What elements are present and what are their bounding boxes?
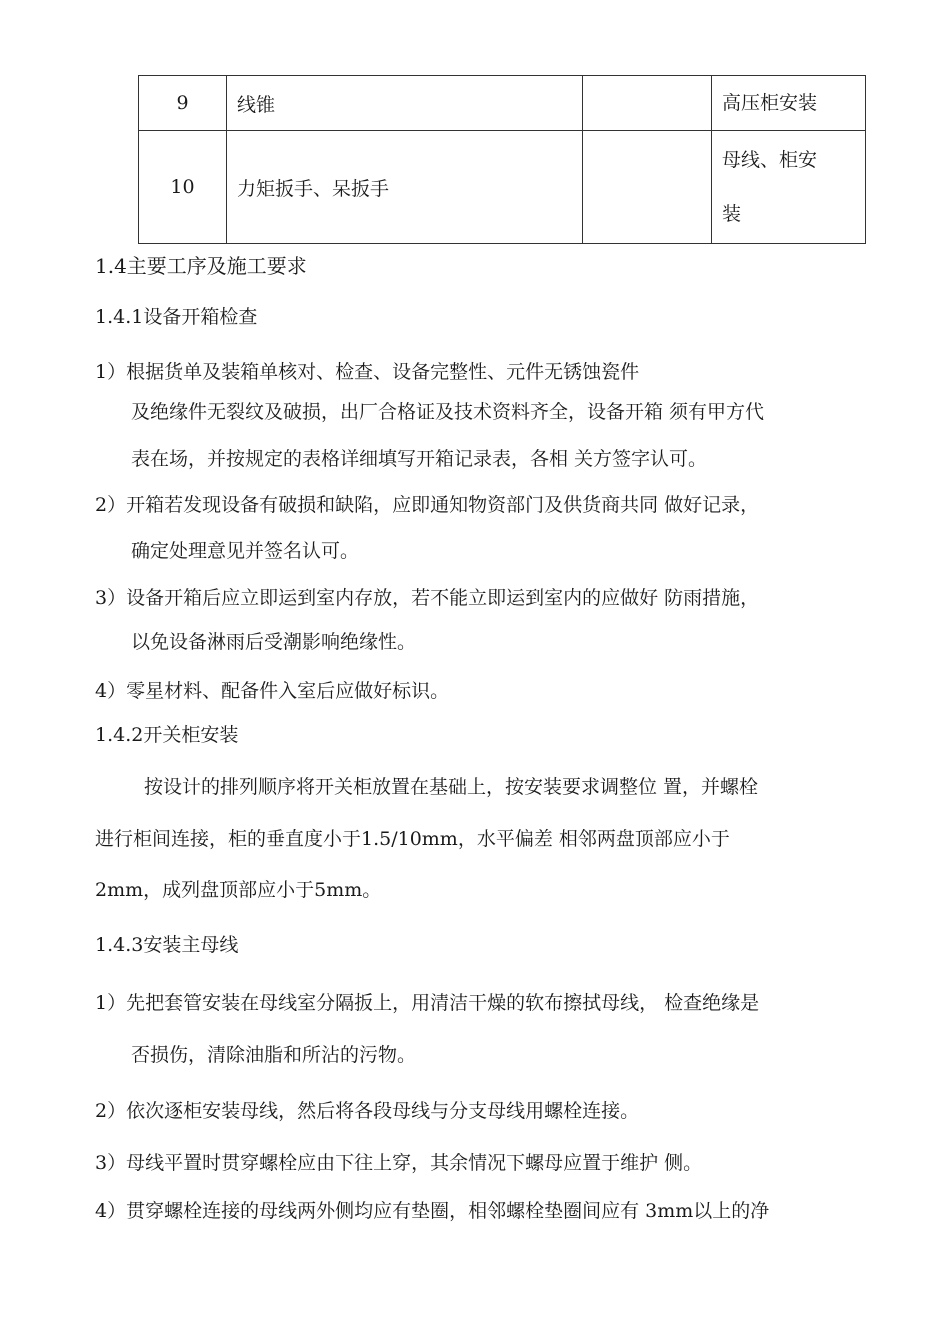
subsection-heading: 1.4.2开关柜安装	[95, 724, 239, 746]
paragraph-line: 进行柜间连接，柜的垂直度小于1.5/10mm，水平偏差 相邻两盘顶部应小于	[95, 828, 730, 850]
paragraph-line: 4）贯穿螺栓连接的母线两外侧均应有垫圈，相邻螺栓垫圈间应有 3mm以上的净	[95, 1200, 770, 1222]
cell-spec	[583, 131, 712, 244]
cell-name: 线锥	[227, 76, 583, 131]
paragraph-line: 否损伤，清除油脂和所沾的污物。	[131, 1044, 417, 1066]
paragraph-line: 3）母线平置时贯穿螺栓应由下往上穿，其余情况下螺母应置于维护 侧。	[95, 1152, 703, 1174]
cell-use: 高压柜安装	[712, 76, 866, 131]
paragraph-line: 确定处理意见并签名认可。	[131, 540, 360, 562]
paragraph-line: 及绝缘件无裂纹及破损，出厂合格证及技术资料齐全，设备开箱 须有甲方代	[131, 401, 765, 423]
cell-use-line: 装	[722, 203, 742, 225]
paragraph-line: 1）根据货单及装箱单核对、检查、设备完整性、元件无锈蚀瓷件	[95, 361, 640, 383]
cell-spec	[583, 76, 712, 131]
subsection-heading: 1.4.1设备开箱检查	[95, 306, 258, 328]
cell-no: 10	[139, 131, 227, 244]
cell-use	[712, 131, 866, 244]
table-row	[139, 131, 866, 244]
paragraph-line: 4）零星材料、配备件入室后应做好标识。	[95, 680, 450, 702]
paragraph-line: 以免设备淋雨后受潮影响绝缘性。	[131, 631, 417, 653]
table-row	[139, 76, 866, 131]
cell-name: 力矩扳手、呆扳手	[227, 131, 583, 244]
paragraph-line: 2mm，成列盘顶部应小于5mm。	[95, 879, 382, 901]
paragraph-line: 按设计的排列顺序将开关柜放置在基础上，按安装要求调整位 置，并螺栓	[144, 776, 759, 798]
section-heading: 1.4主要工序及施工要求	[95, 254, 307, 278]
paragraph-line: 3）设备开箱后应立即运到室内存放，若不能立即运到室内的应做好 防雨措施，	[95, 587, 760, 609]
cell-use-line: 母线、柜安	[722, 149, 818, 171]
paragraph-line: 1）先把套管安装在母线室分隔扳上，用清洁干燥的软布擦拭母线， 检查绝缘是	[95, 992, 760, 1014]
paragraph-line: 表在场，并按规定的表格详细填写开箱记录表，各相 关方签字认可。	[131, 448, 708, 470]
subsection-heading: 1.4.3安装主母线	[95, 934, 239, 956]
paragraph-line: 2）依次逐柜安装母线，然后将各段母线与分支母线用螺栓连接。	[95, 1100, 640, 1122]
paragraph-line: 2）开箱若发现设备有破损和缺陷，应即通知物资部门及供货商共同 做好记录，	[95, 494, 760, 516]
tools-table	[138, 75, 866, 244]
cell-no: 9	[139, 76, 227, 131]
